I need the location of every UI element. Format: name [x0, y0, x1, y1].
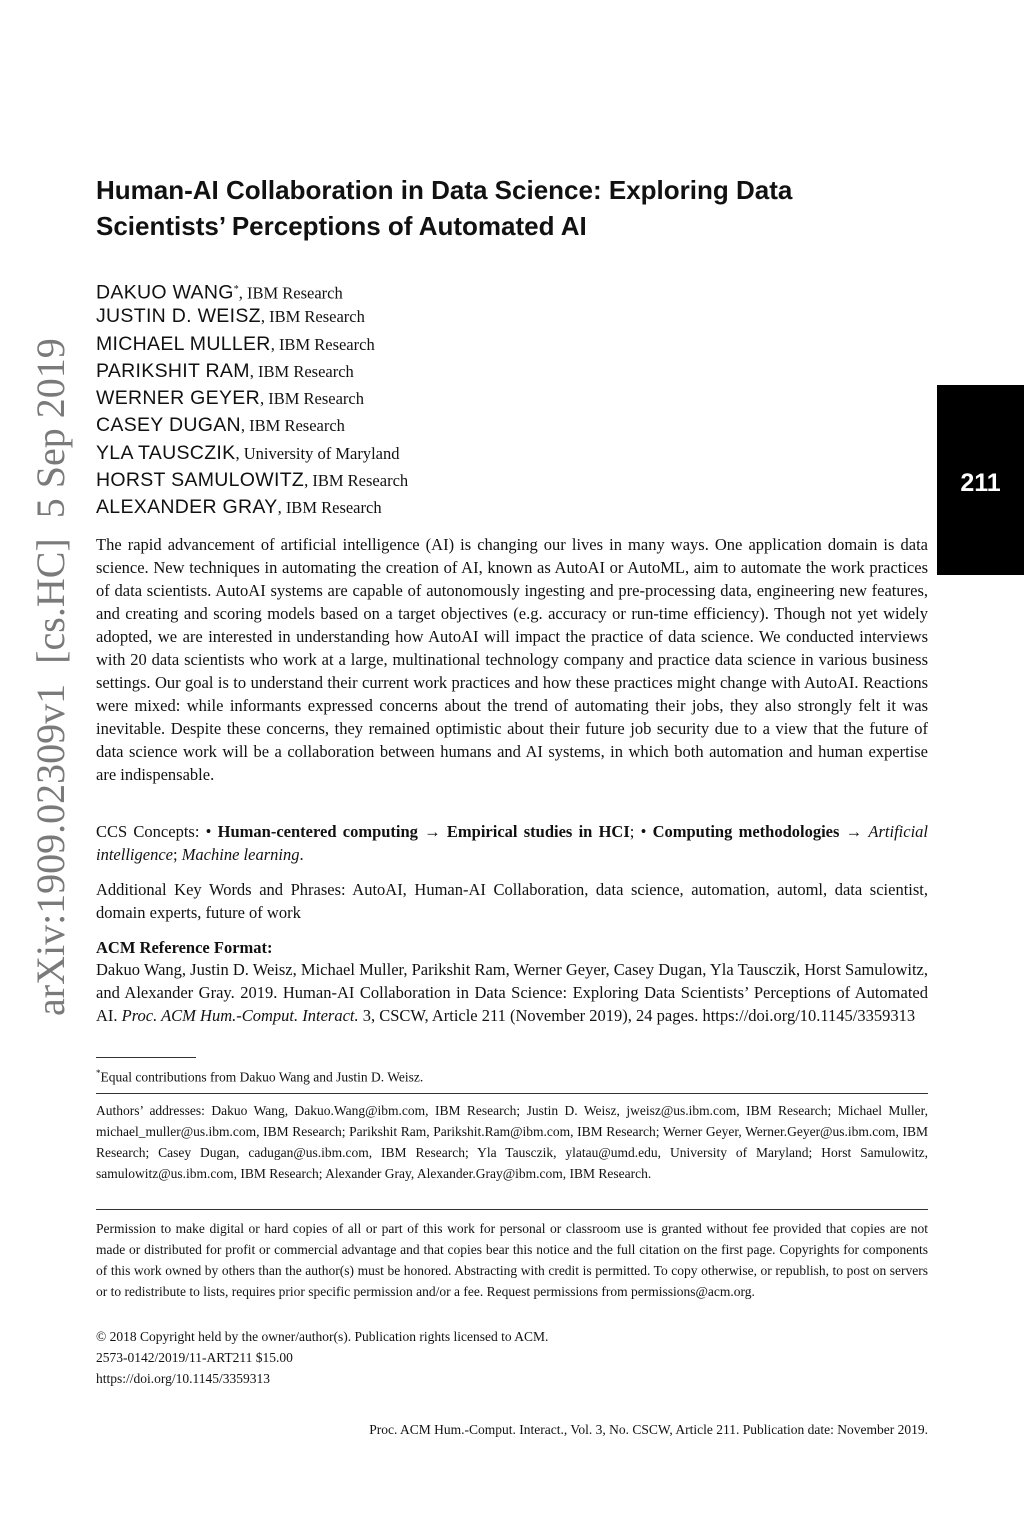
author-name: CASEY DUGAN	[96, 414, 241, 437]
ccs-arrow: →	[417, 822, 447, 841]
ccs-concept: Computing methodologies	[652, 822, 840, 841]
acm-reference-details: 3, CSCW, Article 211 (November 2019), 24 pages. https://doi.org/10.1145/3359313	[358, 1006, 916, 1025]
author-affiliation: , IBM Research	[277, 498, 382, 518]
doi-link[interactable]: https://doi.org/10.1145/3359313	[96, 1371, 271, 1386]
author-name: ALEXANDER GRAY	[96, 496, 278, 519]
equal-contribution-text: Equal contributions from Dakuo Wang and Justin D. Weisz.	[100, 1069, 424, 1085]
author-affiliation: , IBM Research	[260, 307, 365, 327]
ccs-subconcept: Machine learning	[181, 845, 300, 864]
copyright-line: © 2018 Copyright held by the owner/author(s). Publication rights licensed to ACM.	[96, 1329, 549, 1344]
article-number-tab	[937, 385, 1024, 575]
author-affiliation: , IBM Research	[304, 471, 409, 491]
author-name: WERNER GEYER	[96, 387, 260, 410]
author-entry	[96, 303, 696, 330]
authors-addresses: Authors’ addresses: Dakuo Wang, Dakuo.Wang@ibm.com, IBM Research; Justin D. Weisz, jweisz@us.ibm.com, IBM Research; Michael Muller, michael_muller@us.ibm.com, IBM Research; Parikshit Ram, Parikshit.Ram@ibm.com, IBM Research; Werner Geyer, Werner.Geyer@us.ibm.com, IBM Research; Casey Dugan, cadugan@us.ibm.com, IBM Research; Yla Tausczik, ylatau@umd.edu, University of Maryland; Horst Samulowitz, samulowitz@us.ibm.com, IBM Research; Alexander Gray, Alexander.Gray@ibm.com, IBM Research.	[96, 1103, 928, 1181]
author-affiliation: , IBM Research	[249, 361, 354, 381]
keywords: Additional Key Words and Phrases: AutoAI, Human-AI Collaboration, data science, automation, automl, data scientist, domain experts, future of work	[96, 880, 928, 922]
acm-reference-text: Dakuo Wang, Justin D. Weisz, Michael Muller, Parikshit Ram, Werner Geyer, Casey Dugan, Yla Tausczik, Horst Samulowitz, and Alexander Gray. 2019. Human-AI Collaboration in Data Science: Exploring Data Scientists’ Perceptions of Automated AI.	[96, 960, 928, 1025]
author-affiliation: , IBM Research	[270, 334, 375, 354]
ccs-concept: Human-centered computing	[217, 822, 418, 841]
author-entry	[96, 494, 696, 521]
ccs-concepts	[96, 820, 928, 866]
ccs-bullet: •	[205, 822, 218, 841]
author-entry	[96, 331, 696, 358]
author-name: JUSTIN D. WEISZ	[96, 305, 261, 328]
ccs-separator: ;	[629, 822, 641, 841]
acm-reference-venue: Proc. ACM Hum.-Comput. Interact.	[121, 1006, 359, 1025]
author-name: MICHAEL MULLER	[96, 332, 271, 355]
author-name: DAKUO WANG	[96, 281, 234, 304]
author-footnote-mark: *	[233, 284, 239, 295]
ccs-bullet: •	[640, 822, 653, 841]
ccs-label: CCS Concepts:	[96, 822, 206, 841]
acm-reference-heading: ACM Reference Format:	[96, 938, 273, 957]
author-entry	[96, 358, 696, 385]
author-entry	[96, 440, 696, 467]
ccs-arrow: →	[839, 822, 869, 841]
author-entry	[96, 467, 696, 494]
equal-contribution-note	[96, 1064, 928, 1087]
author-entry	[96, 385, 696, 412]
divider	[96, 1209, 928, 1210]
arxiv-identifier: arXiv:1909.02309v1 [cs.HC] 5 Sep 2019	[28, 338, 73, 1016]
author-name: YLA TAUSCZIK	[96, 441, 236, 464]
ccs-subconcept: Empirical studies in HCI	[446, 822, 630, 841]
ccs-end: .	[299, 845, 304, 864]
ccs-subconcept: Artificial intelligence	[96, 822, 929, 864]
author-name: PARIKSHIT RAM	[96, 359, 250, 382]
running-footer: Proc. ACM Hum.-Comput. Interact., Vol. 3, No. CSCW, Article 211. Publication date: November 2019.	[369, 1422, 928, 1437]
author-affiliation: , IBM Research	[240, 416, 345, 436]
abstract: The rapid advancement of artificial intelligence (AI) is changing our lives in many ways. One application domain is data science. New techniques in automating the creation of AI, known as AutoAI or AutoML, aim to automate the work practices of data scientists. AutoAI systems are capable of autonomously ingesting and pre-processing data, engineering new features, and creating and scoring models based on a target objectives (e.g. accuracy or run-time efficiency). Though not yet widely adopted, we are interested in understanding how AutoAI will impact the practice of data science. We conducted interviews with 20 data scientists who work at a large, multinational technology company and practice data science in various business settings. Our goal is to understand their current work practices and how these practices might change with AutoAI. Reactions were mixed: while informants expressed concerns about the trend of automating their jobs, they also strongly felt it was inevitable. Despite these concerns, they remained optimistic about their future job security due to a view that the future of data science work will be a collaboration between humans and AI systems, in which both automation and human expertise are indispensable.	[96, 535, 928, 784]
issn-line: 2573-0142/2019/11-ART211 $15.00	[96, 1350, 293, 1365]
footnote-mark: *	[96, 1068, 101, 1078]
acm-reference	[96, 958, 928, 1027]
author-list	[96, 276, 696, 522]
author-affiliation: , IBM Research	[259, 389, 364, 409]
divider	[96, 1093, 928, 1094]
footnote-rule	[96, 1057, 196, 1058]
paper-title: Human-AI Collaboration in Data Science: Exploring Data Scientists’ Perceptions of Automated AI	[96, 175, 793, 241]
author-entry	[96, 276, 696, 303]
author-entry	[96, 412, 696, 439]
author-name: HORST SAMULOWITZ	[96, 469, 305, 492]
author-affiliation: , IBM Research	[238, 283, 343, 303]
article-number: 211	[960, 469, 1001, 497]
ccs-separator: ;	[172, 845, 182, 864]
author-affiliation: , University of Maryland	[235, 443, 400, 463]
permission-notice: Permission to make digital or hard copies of all or part of this work for personal or classroom use is granted without fee provided that copies are not made or distributed for profit or commercial advantage and that copies bear this notice and the full citation on the first page. Copyrights for components of this work owned by others than the author(s) must be honored. Abstracting with credit is permitted. To copy otherwise, or republish, to post on servers or to redistribute to lists, requires prior specific permission and/or a fee. Request permissions from permissions@acm.org.	[96, 1221, 928, 1299]
